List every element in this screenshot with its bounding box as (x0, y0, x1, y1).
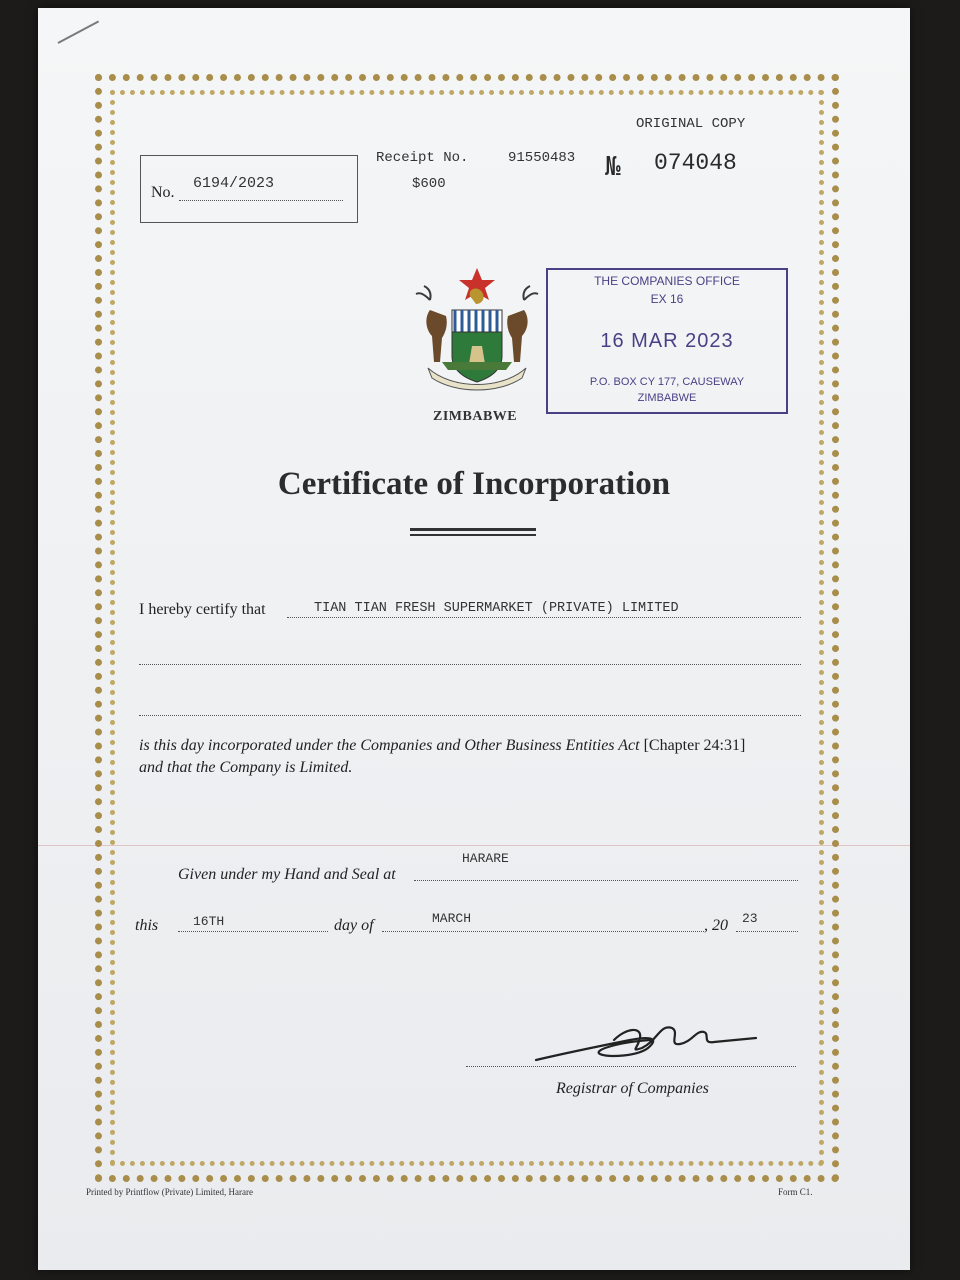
stamp-date: 16 MAR 2023 (600, 330, 734, 352)
statement-1: is this day incorporated under the Companies and Other Business Entities Act (139, 737, 640, 754)
certificate-number: 6194/2023 (193, 175, 275, 192)
place-value: HARARE (462, 851, 509, 866)
title-rule-thin (410, 534, 536, 536)
year-suffix: 23 (742, 911, 758, 926)
statement-2: and that the Company is Limited. (139, 759, 353, 776)
statement-line-1 (139, 737, 745, 755)
fold-line (38, 845, 910, 846)
year-line (736, 931, 798, 932)
original-copy-label: ORIGINAL COPY (636, 116, 746, 132)
certificate-number-box (140, 155, 358, 223)
stamp-line-4: ZIMBABWE (637, 392, 697, 404)
year-prefix: , 20 (704, 917, 728, 934)
month-line (382, 931, 704, 932)
given-label: Given under my Hand and Seal at (178, 866, 396, 883)
form-code: Form C1. (778, 1187, 813, 1197)
company-name: TIAN TIAN FRESH SUPERMARKET (PRIVATE) LIMITED (314, 601, 679, 616)
place-line (414, 880, 798, 881)
receipt-amount: $600 (412, 176, 446, 192)
title-rule-thick (410, 528, 536, 531)
chapter-reference: [Chapter 24:31] (643, 737, 746, 754)
serial-number: 074048 (654, 150, 737, 176)
companies-office-stamp (546, 268, 788, 414)
registrar-signature (530, 1018, 770, 1068)
certify-label: I hereby certify that (139, 601, 266, 618)
decorative-border-inner (110, 90, 824, 1166)
certificate-title: Certificate of Incorporation (277, 466, 671, 502)
day-value: 16TH (193, 914, 225, 929)
number-label: No. (151, 184, 175, 201)
blank-line-1 (139, 664, 801, 665)
stamp-line-2: EX 16 (650, 292, 684, 306)
serial-prefix: № (605, 152, 621, 182)
coat-of-arms-icon (402, 266, 552, 398)
day-line (178, 931, 328, 932)
receipt-label: Receipt No. (376, 150, 469, 166)
month-value: MARCH (432, 911, 472, 926)
this-label: this (135, 917, 159, 934)
receipt-number: 91550483 (508, 150, 576, 166)
day-of-label: day of (334, 917, 374, 934)
registrar-label: Registrar of Companies (556, 1080, 709, 1097)
emblem-caption: ZIMBABWE (433, 409, 518, 424)
blank-line-2 (139, 715, 801, 716)
stamp-line-1: THE COMPANIES OFFICE (594, 274, 740, 288)
printer-credit: Printed by Printflow (Private) Limited, Harare (86, 1187, 253, 1197)
signature-line (466, 1066, 796, 1067)
number-dotted-line (179, 200, 343, 201)
company-name-line (287, 617, 801, 618)
stamp-line-3: P.O. BOX CY 177, CAUSEWAY (589, 376, 745, 388)
